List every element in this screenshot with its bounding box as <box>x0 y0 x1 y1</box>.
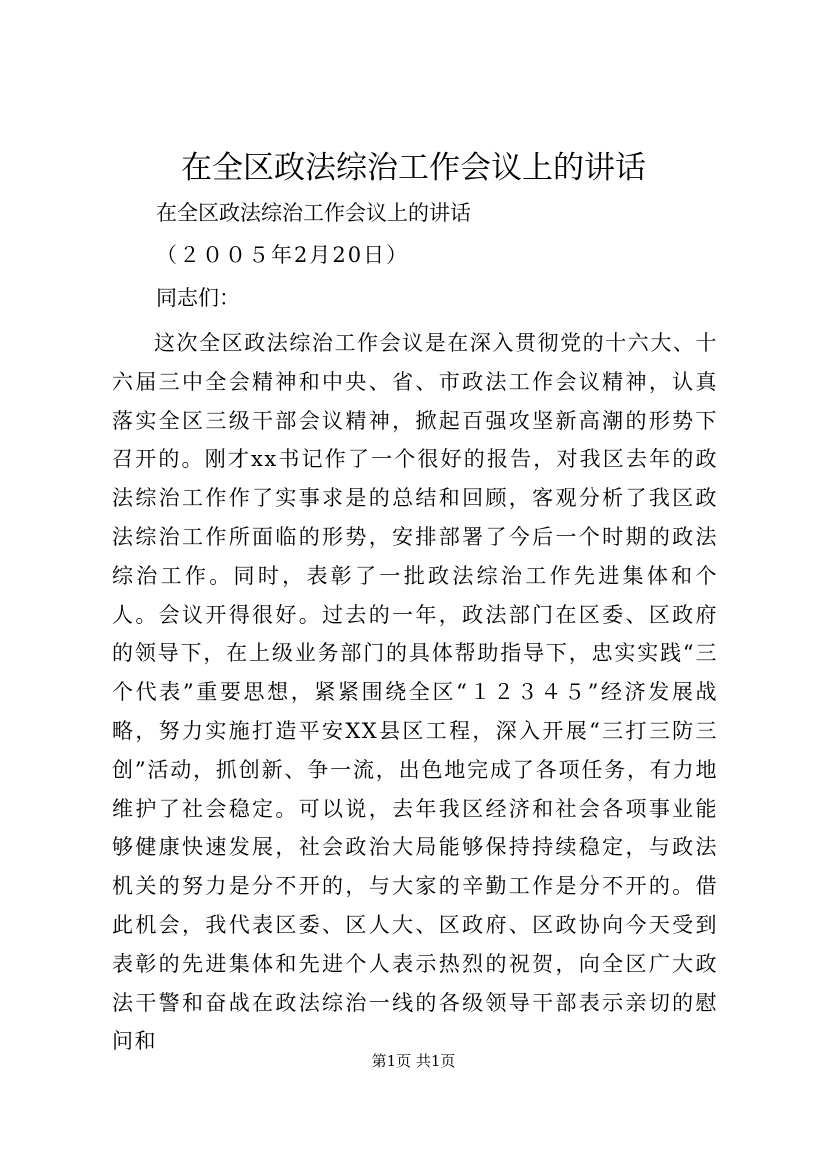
body-paragraph: 这次全区政法综治工作会议是在深入贯彻党的十六大、十六届三中全会精神和中央、省、市政法工作会议精神，认真落实全区三级干部会议精神，掀起百强攻坚新高潮的形势下召开的。刚才xx书记作了一个很好的报告，对我区去年的政法综治工作作了实事求是的总结和回顾，客观分析了我区政法综治工作所面临的形势，安排部署了今后一个时期的政法综治工作。同时，表彰了一批政法综治工作先进集体和个人。会议开得很好。过去的一年，政法部门在区委、区政府的领导下，在上级业务部门的具体帮助指导下，忠实实践“三个代表”重要思想，紧紧围绕全区“１２３４５”经济发展战略，努力实施打造平安XX县区工程，深入开展“三打三防三创”活动，抓创新、争一流，出色地完成了各项任务，有力地维护了社会稳定。可以说，去年我区经济和社会各项事业能够健康快速发展，社会政治大局能够保持持续稳定，与政法机关的努力是分不开的，与大家的辛勤工作是分不开的。借此机会，我代表区委、区人大、区政府、区政协向今天受到表彰的先进集体和先进个人表示热烈的祝贺，向全区广大政法干警和奋战在政法综治一线的各级领导干部表示亲切的慰问和 <box>112 331 718 1054</box>
page-title: 在全区政法综治工作会议上的讲话 <box>181 150 646 186</box>
speech-date: （２００５年2月20日） <box>156 243 410 267</box>
page-number-footer: 第1页 共1页 <box>371 1052 456 1070</box>
salutation: 同志们： <box>156 286 240 310</box>
subtitle: 在全区政法综治工作会议上的讲话 <box>156 201 471 225</box>
